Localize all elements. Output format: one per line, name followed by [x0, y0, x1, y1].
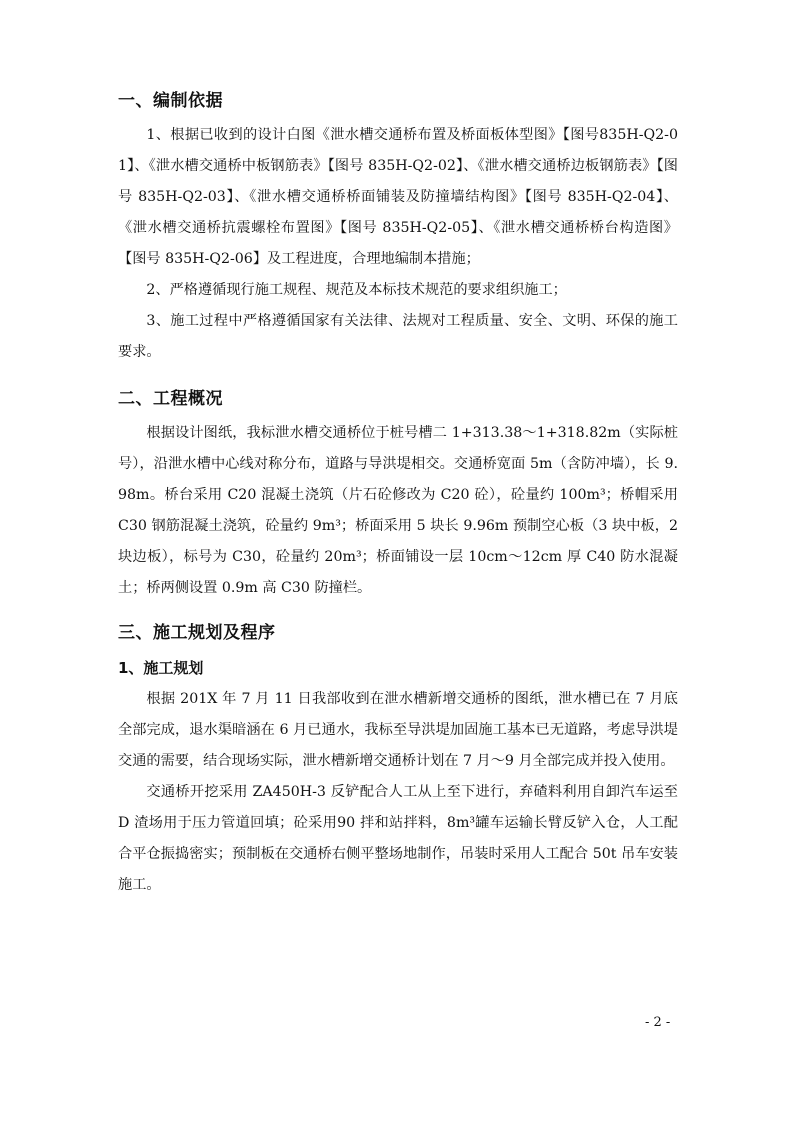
page-number: - 2 -: [645, 1015, 671, 1030]
section-2-heading: 二、工程概况: [118, 389, 223, 409]
section-1-paragraph-2: 2、严格遵循现行施工规程、规范及本标技术规范的要求组织施工；: [146, 282, 567, 298]
section-1-paragraph-3: 3、施工过程中严格遵循国家有关法律、法规对工程质量、安全、文明、环保的施工要求。: [118, 313, 678, 360]
section-1-paragraph-1: 1、根据已收到的设计白图《泄水槽交通桥布置及桥面板体型图》【图号835H-Q2-01】、《泄水槽交通桥中板钢筋表》【图号 835H-Q2-02】、《泄水槽交通桥边板钢筋表》【图号 835H-Q2-03】、《泄水槽交通桥桥面铺装及防撞墙结构图》【图号 835H-Q2-04】、《泄水槽交通桥抗震螺栓布置图》【图号 835H-Q2-05】、《泄水槽交通桥桥台构造图》【图号 835H-Q2-06】及工程进度，合理地编制本措施；: [118, 127, 678, 267]
section-3-subheading: 1、施工规划: [118, 659, 204, 677]
section-3-heading: 三、施工规划及程序: [118, 623, 276, 643]
section-3-paragraph-2: 交通桥开挖采用 ZA450H-3 反铲配合人工从上至下进行，弃碴料利用自卸汽车运至 D 渣场用于压力管道回填；砼采用90 拌和站拌料，8m³罐车运输长臂反铲入仓，人工配合平仓振捣密实；预制板在交通桥右侧平整场地制作，吊装时采用人工配合 50t 吊车安装施工。: [118, 784, 678, 893]
document-content: [118, 82, 678, 901]
section-1-heading: 一、编制依据: [118, 91, 223, 111]
section-3-paragraph-1: 根据 201X 年 7 月 11 日我部收到在泄水槽新增交通桥的图纸，泄水槽已在 7 月底全部完成，退水渠暗涵在 6 月已通水，我标至导洪堤加固施工基本已无道路，考虑导洪堤交通的需要，结合现场实际，泄水槽新增交通桥计划在 7 月～9 月全部完成并投入使用。: [118, 691, 678, 769]
section-2-paragraph-1: 根据设计图纸，我标泄水槽交通桥位于桩号槽二 1+313.38～1+318.82m（实际桩号），沿泄水槽中心线对称分布，道路与导洪堤相交。交通桥宽面 5m（含防冲墙），长 9.98m。桥台采用 C20 混凝土浇筑（片石砼修改为 C20 砼），砼量约 100m³；桥帽采用 C30 钢筋混凝土浇筑，砼量约 9m³；桥面采用 5 块长 9.96m 预制空心板（3 块中板，2 块边板），标号为 C30，砼量约 20m³；桥面铺设一层 10cm～12cm 厚 C40 防水混凝土；桥两侧设置 0.9m 高 C30 防撞栏。: [118, 425, 678, 596]
